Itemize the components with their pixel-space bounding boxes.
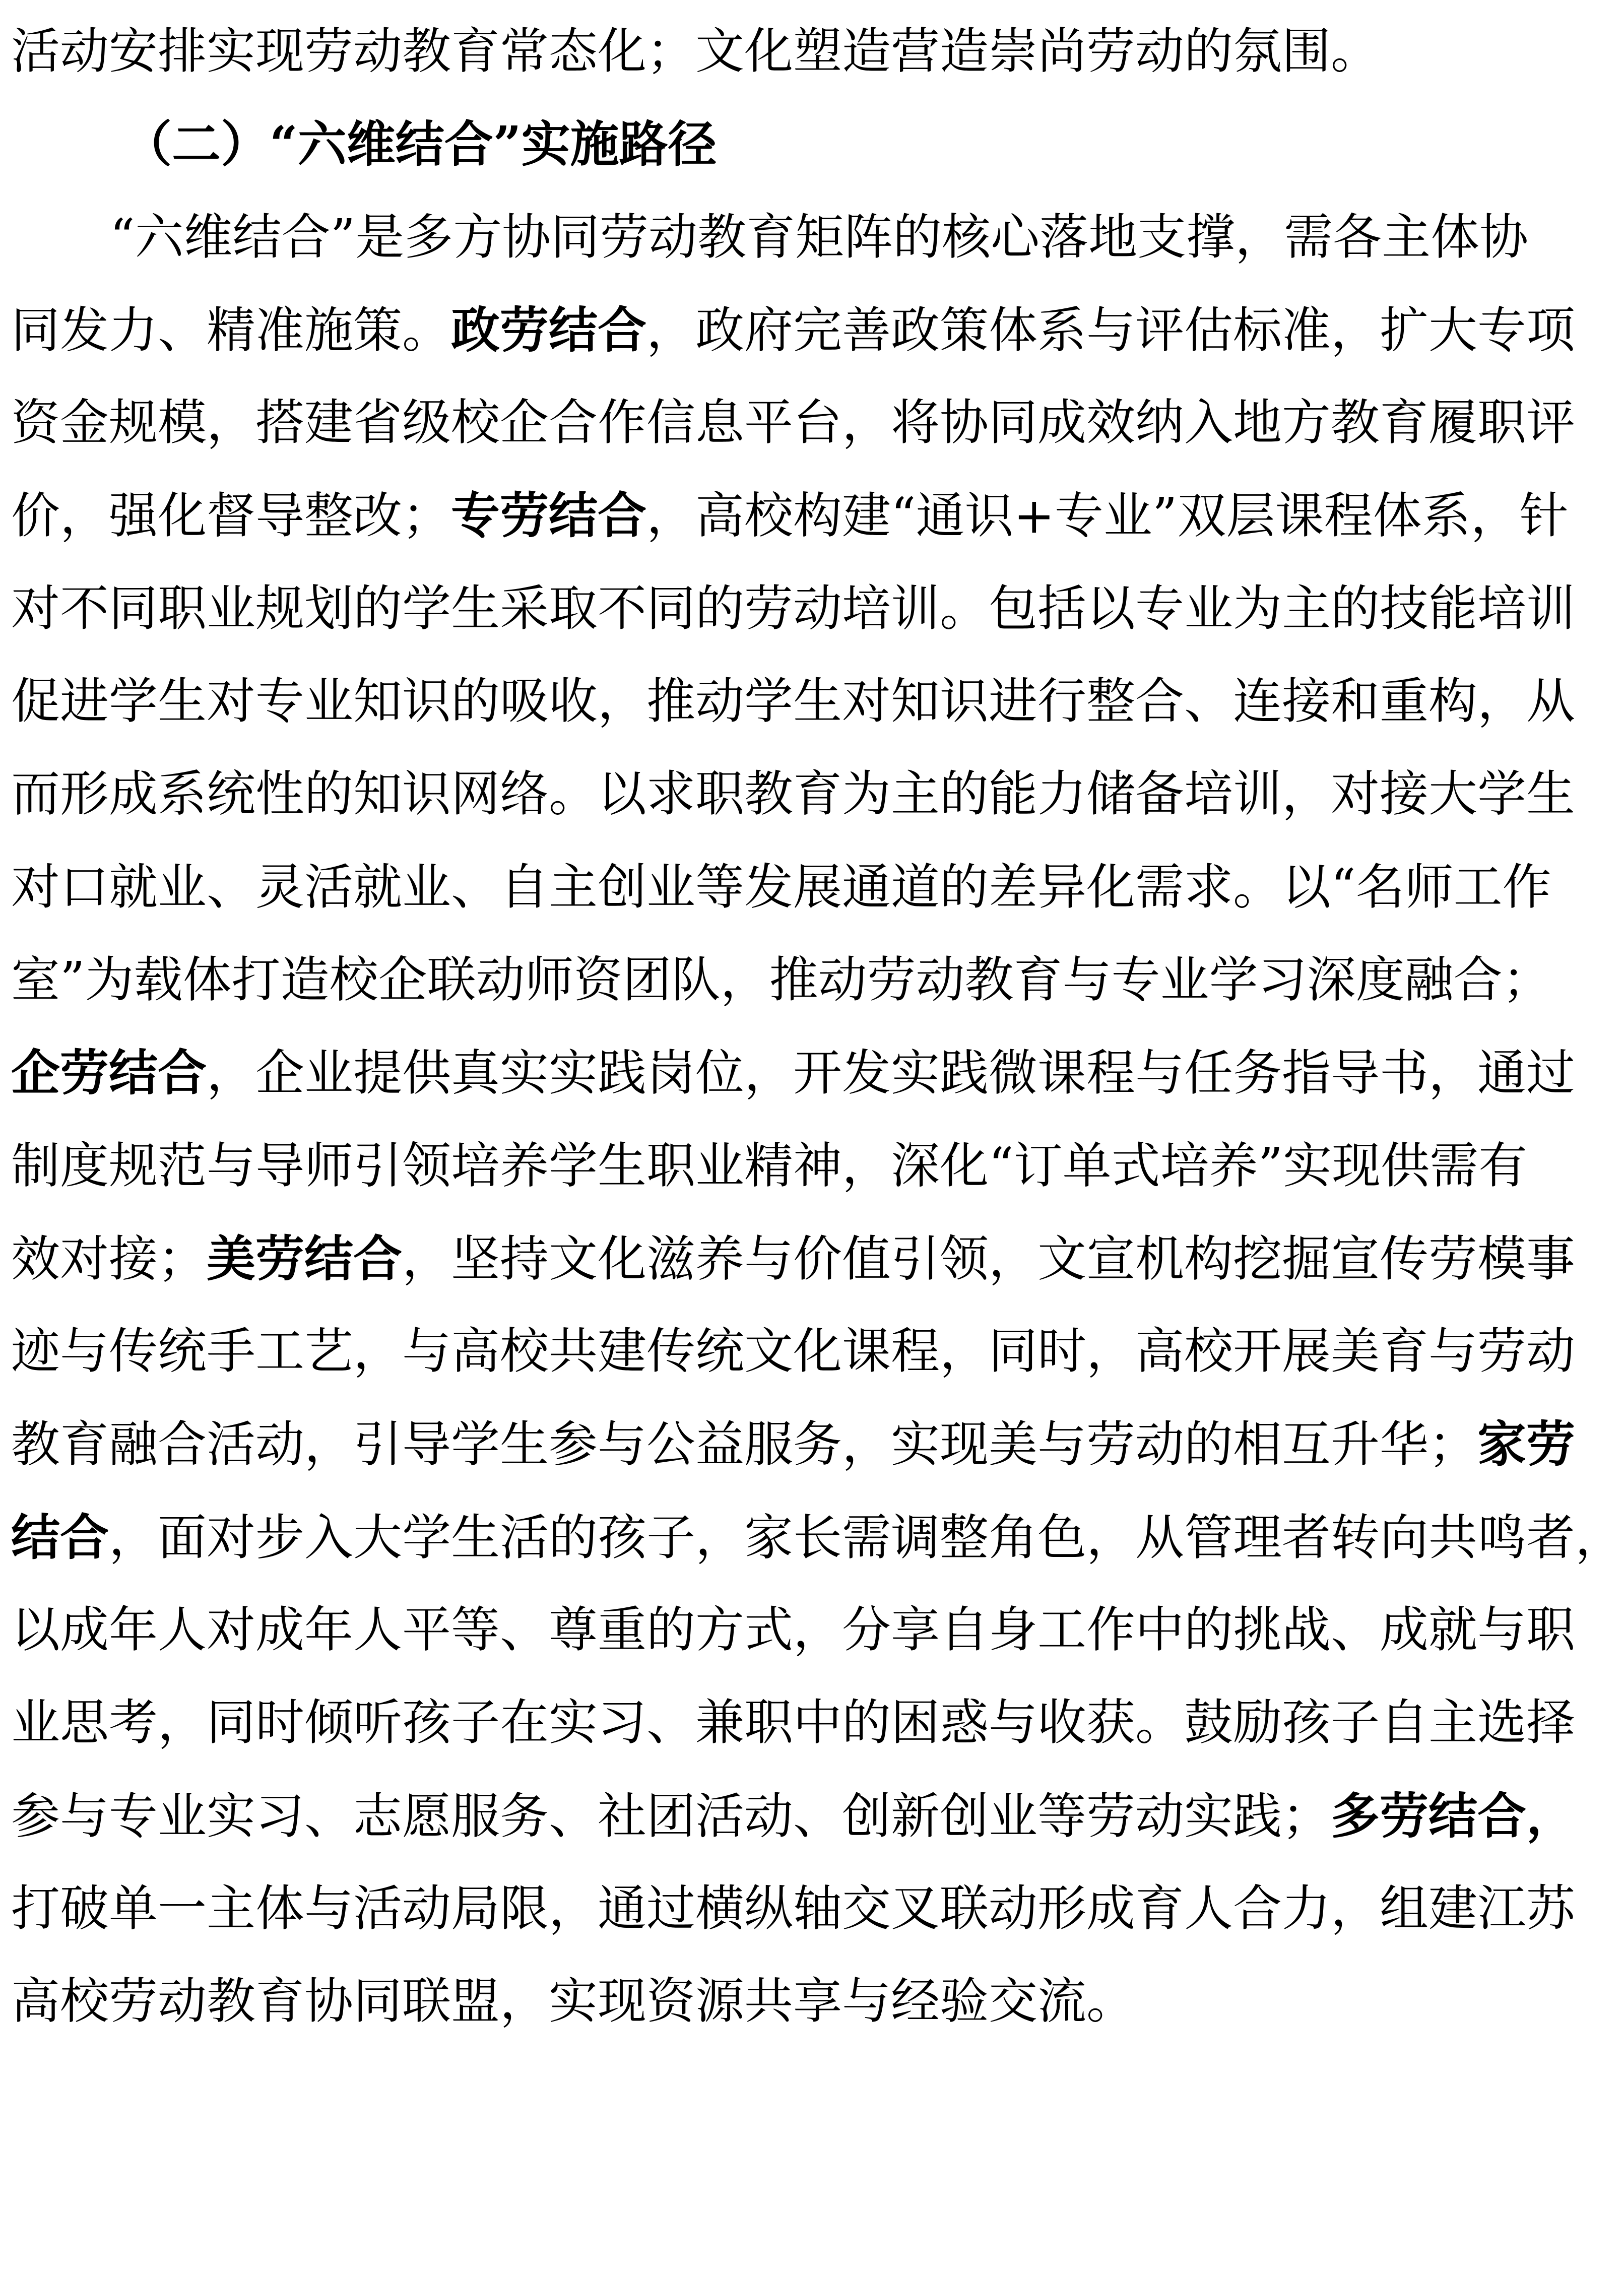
text-span: 活动安排实现劳动教育常态化；文化塑造营造崇尚劳动的氛围。 — [11, 23, 1380, 80]
bold-term: 家劳 — [1477, 1415, 1575, 1473]
bold-term: 美劳结合 — [207, 1229, 402, 1287]
text-span: 价，强化督导整改； — [11, 487, 451, 545]
text-span: ，坚持文化滋养与价值引领，文宣机构挖掘宣传劳模事 — [402, 1230, 1575, 1287]
text-line — [11, 1212, 1575, 1305]
text-span: ，面对步入大学生活的孩子，家长需调整角色，从管理者转向共鸣者， — [109, 1509, 1624, 1566]
text-line — [11, 562, 1575, 655]
bold-term: 政劳结合 — [451, 301, 646, 359]
text-span: 打破单一主体与活动局限，通过横纵轴交叉联动形成育人合力，组建江苏 — [11, 1879, 1575, 1937]
text-line — [11, 1584, 1575, 1676]
text-span: ，政府完善政策体系与评估标准，扩大专项 — [646, 301, 1575, 359]
text-line — [11, 284, 1575, 376]
text-line — [11, 376, 1575, 469]
text-line — [11, 655, 1575, 748]
section-heading — [11, 98, 1498, 190]
text-span: 参与专业实习、志愿服务、社团活动、创新创业等劳动实践； — [11, 1787, 1331, 1845]
text-span: （二）“六维结合”实施路径 — [123, 115, 717, 173]
text-span: 而形成系统性的知识网络。以求职教育为主的能力储备培训，对接大学生 — [11, 765, 1575, 823]
bold-term: 企劳结合 — [11, 1044, 207, 1102]
bold-term: 结合 — [11, 1508, 109, 1566]
text-line — [11, 1676, 1575, 1769]
document-page — [11, 5, 1624, 2048]
text-span: 对口就业、灵活就业、自主创业等发展通道的差异化需求。以“名师工作 — [11, 858, 1551, 916]
text-line — [11, 1120, 1528, 1212]
text-line — [11, 1862, 1575, 1955]
bold-term: 多劳结合， — [1331, 1787, 1575, 1845]
text-line — [11, 5, 1498, 98]
text-line — [11, 1305, 1575, 1398]
text-line — [11, 1491, 1624, 1584]
text-span: 教育融合活动，引导学生参与公益服务，实现美与劳动的相互升华； — [11, 1416, 1477, 1473]
text-span: ，企业提供真实实践岗位，开发实践微课程与任务指导书，通过 — [207, 1045, 1575, 1102]
text-span: 业思考，同时倾听孩子在实习、兼职中的困惑与收获。鼓励孩子自主选择 — [11, 1694, 1575, 1751]
text-line — [11, 748, 1575, 840]
text-span: 同发力、精准施策。 — [11, 301, 451, 359]
bold-term: 专劳结合 — [451, 487, 646, 545]
text-line — [11, 1955, 1498, 2048]
text-line — [11, 1026, 1575, 1119]
text-span: “六维结合”是多方协同劳动教育矩阵的核心落地支撑，需各主体协 — [110, 208, 1529, 266]
text-span: 对不同职业规划的学生采取不同的劳动培训。包括以专业为主的技能培训 — [11, 579, 1575, 637]
text-line — [11, 1398, 1575, 1490]
text-line — [11, 1770, 1575, 1862]
text-span: 资金规模，搭建省级校企合作信息平台，将协同成效纳入地方教育履职评 — [11, 394, 1575, 451]
text-span: 高校劳动教育协同联盟，实现资源共享与经验交流。 — [11, 1973, 1135, 2030]
text-span: 迹与传统手工艺，与高校共建传统文化课程，同时，高校开展美育与劳动 — [11, 1323, 1575, 1380]
text-span: 以成年人对成年人平等、尊重的方式，分享自身工作中的挑战、成就与职 — [11, 1601, 1575, 1659]
text-line — [11, 191, 1529, 284]
text-span: 促进学生对专业知识的吸收，推动学生对知识进行整合、连接和重构，从 — [11, 673, 1575, 730]
text-span: 效对接； — [11, 1230, 207, 1287]
text-span: ，高校构建“通识+专业”双层课程体系，针 — [646, 487, 1569, 545]
text-line — [11, 841, 1551, 934]
text-span: 制度规范与导师引领培养学生职业精神，深化“订单式培养”实现供需有 — [11, 1137, 1528, 1194]
text-line — [11, 934, 1551, 1026]
text-line — [11, 469, 1569, 562]
text-span: 室”为载体打造校企联动师资团队，推动劳动教育与专业学习深度融合； — [11, 951, 1551, 1008]
